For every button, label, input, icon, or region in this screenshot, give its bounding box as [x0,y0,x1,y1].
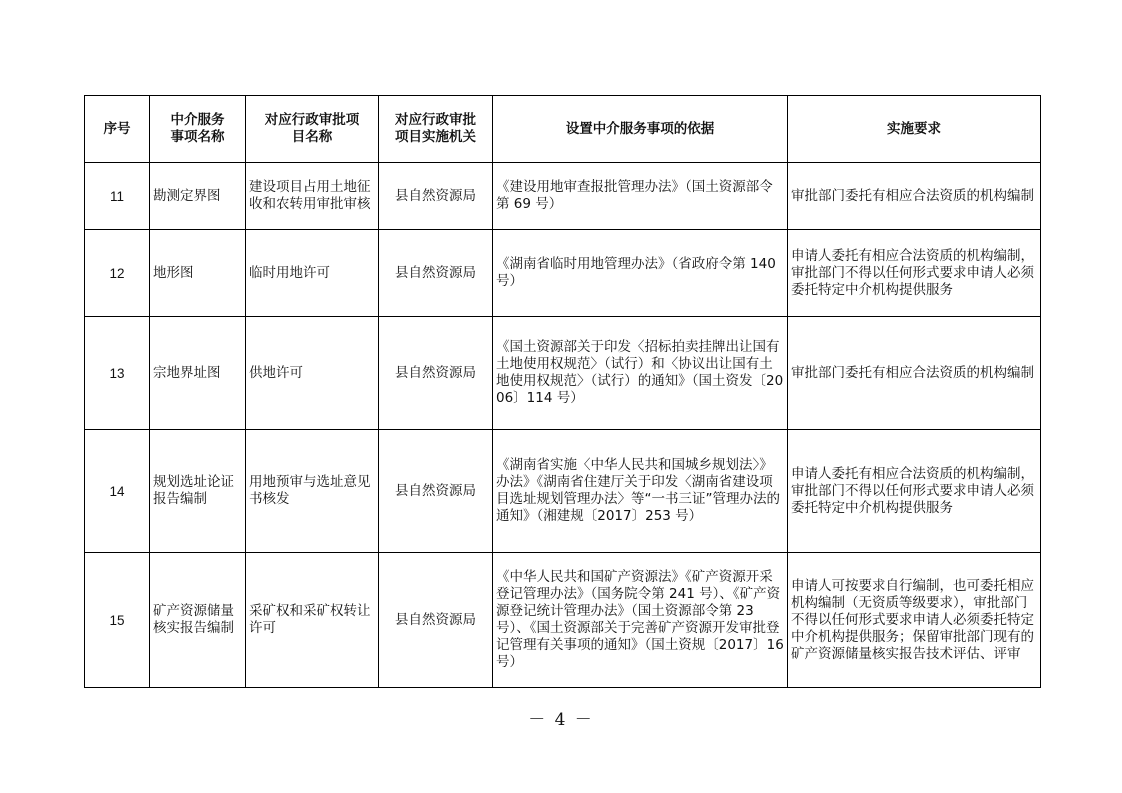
row-serial-no: 13 [85,317,150,430]
row-basis: 《建设用地审查报批管理办法》（国土资源部令第 69 号） [493,163,788,230]
row-approval-item: 建设项目占用土地征收和农转用审批审核 [246,163,379,230]
row-basis: 《湖南省临时用地管理办法》（省政府令第 140 号） [493,230,788,317]
row-agency: 县自然资源局 [379,553,493,688]
row-service-name: 矿产资源储量核实报告编制 [150,553,246,688]
row-serial-no: 14 [85,430,150,553]
header-approval-item: 对应行政审批项目名称 [246,96,379,163]
table-row [85,430,1041,553]
row-approval-item: 供地许可 [246,317,379,430]
row-requirement: 申请人委托有相应合法资质的机构编制，审批部门不得以任何形式要求申请人必须委托特定中介机构提供服务 [788,430,1041,553]
row-basis: 《中华人民共和国矿产资源法》《矿产资源开采登记管理办法》（国务院令第 241 号）、《矿产资源登记统计管理办法》（国土资源部令第 23 号）、《国土资源部关于完善矿产资源开发审批登记管理有关事项的通知》（国土资规〔2017〕16 号） [493,553,788,688]
row-approval-item: 临时用地许可 [246,230,379,317]
header-requirement: 实施要求 [788,96,1041,163]
row-requirement: 申请人可按要求自行编制，也可委托相应机构编制（无资质等级要求），审批部门不得以任何形式要求申请人必须委托特定中介机构提供服务；保留审批部门现有的矿产资源储量核实报告技术评估、评审 [788,553,1041,688]
row-agency: 县自然资源局 [379,163,493,230]
row-agency: 县自然资源局 [379,317,493,430]
row-serial-no: 15 [85,553,150,688]
table-row [85,230,1041,317]
header-agency: 对应行政审批项目实施机关 [379,96,493,163]
header-serial-no: 序号 [85,96,150,163]
table-row [85,317,1041,430]
header-service-name: 中介服务事项名称 [150,96,246,163]
row-serial-no: 11 [85,163,150,230]
row-service-name: 勘测定界图 [150,163,246,230]
row-approval-item: 采矿权和采矿权转让许可 [246,553,379,688]
row-requirement: 申请人委托有相应合法资质的机构编制，审批部门不得以任何形式要求申请人必须委托特定中介机构提供服务 [788,230,1041,317]
table-row [85,553,1041,688]
row-agency: 县自然资源局 [379,430,493,553]
row-basis: 《湖南省实施〈中华人民共和国城乡规划法〉》办法》《湖南省住建厅关于印发〈湖南省建设项目选址规划管理办法〉等“一书三证”管理办法的通知》（湘建规〔2017〕253 号） [493,430,788,553]
row-basis: 《国土资源部关于印发〈招标拍卖挂牌出让国有土地使用权规范〉（试行）和〈协议出让国有土地使用权规范〉（试行）的通知》（国土资发〔2006〕114 号） [493,317,788,430]
row-serial-no: 12 [85,230,150,317]
row-approval-item: 用地预审与选址意见书核发 [246,430,379,553]
table-header-row [85,96,1041,163]
table-row [85,163,1041,230]
row-requirement: 审批部门委托有相应合法资质的机构编制 [788,163,1041,230]
row-service-name: 宗地界址图 [150,317,246,430]
row-requirement: 审批部门委托有相应合法资质的机构编制 [788,317,1041,430]
header-basis: 设置中介服务事项的依据 [493,96,788,163]
row-agency: 县自然资源局 [379,230,493,317]
row-service-name: 规划选址论证报告编制 [150,430,246,553]
row-service-name: 地形图 [150,230,246,317]
service-items-table [84,95,1041,688]
page-number: － 4 － [528,710,594,730]
